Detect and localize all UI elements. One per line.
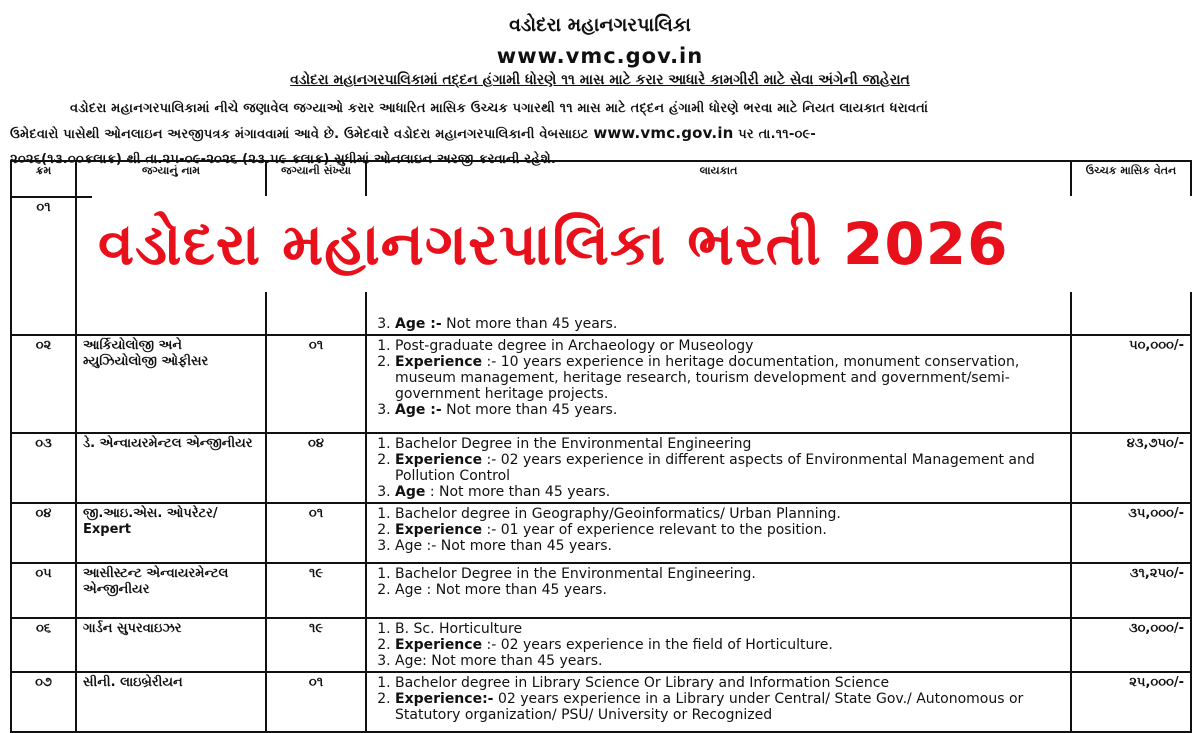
qualification-label: Age bbox=[395, 484, 426, 500]
salary: ૪૩,૭૫૦/- bbox=[1071, 433, 1191, 503]
qualification-label: Experience:- bbox=[395, 691, 494, 707]
col-header-salary: ઉચ્ચક માસિક વેતન bbox=[1071, 161, 1191, 197]
qualification-text: : Not more than 45 years. bbox=[429, 484, 611, 500]
title-banner bbox=[92, 196, 1192, 292]
table-row bbox=[11, 672, 1191, 732]
qualification-text: Post-graduate degree in Archaeology or Museology bbox=[395, 338, 754, 354]
banner-title: વડોદરા મહાનગરપાલિકા ભરતી 2026 bbox=[98, 210, 1009, 278]
salary: ૩૧,૨૫૦/- bbox=[1071, 563, 1191, 618]
post-count: ૦૧ bbox=[266, 335, 366, 433]
qualification-list bbox=[373, 506, 1064, 554]
table-header-row bbox=[11, 161, 1191, 197]
qualification-label: Age :- bbox=[395, 402, 442, 418]
salary: ૩૦,૦૦૦/- bbox=[1071, 618, 1191, 672]
website: www.vmc.gov.in bbox=[496, 44, 704, 68]
qualification-list bbox=[373, 566, 1064, 598]
row-number: ૦૭ bbox=[11, 672, 76, 732]
table-row bbox=[11, 618, 1191, 672]
qualification-label: Experience bbox=[395, 637, 483, 653]
col-header-qualification: લાયકાત bbox=[366, 161, 1071, 197]
qualification-item bbox=[395, 582, 1064, 598]
qualification-item bbox=[395, 338, 1064, 354]
post-name: સીની. લાઇબ્રેરીયન bbox=[76, 672, 266, 732]
salary: ૫૦,૦૦૦/- bbox=[1071, 335, 1191, 433]
intro-website: www.vmc.gov.in bbox=[593, 124, 734, 142]
row-number: ૦૬ bbox=[11, 618, 76, 672]
qualification-label: Experience bbox=[395, 522, 483, 538]
qualification-text: B. Sc. Horticulture bbox=[395, 621, 523, 637]
qualification-text: Age : Not more than 45 years. bbox=[395, 582, 607, 598]
salary: ૨૫,૦૦૦/- bbox=[1071, 672, 1191, 732]
qualification-text: Bachelor Degree in the Environmental Engineering. bbox=[395, 566, 756, 582]
col-header-no: ક્રમ bbox=[11, 161, 76, 197]
qualification-item bbox=[395, 538, 1064, 554]
qualification-item bbox=[395, 506, 1064, 522]
qualification-item bbox=[395, 452, 1064, 484]
table-row bbox=[11, 433, 1191, 503]
row-number: ૦૪ bbox=[11, 503, 76, 563]
post-name: જી.આઇ.એસ. ઓપરેટર/ Expert bbox=[76, 503, 266, 563]
qualification-item bbox=[395, 621, 1064, 637]
post-count: ૦૧ bbox=[266, 672, 366, 732]
qualification-label: Age :- bbox=[395, 316, 442, 332]
qualification-cell bbox=[366, 563, 1071, 618]
qualification-label: Experience bbox=[395, 354, 483, 370]
qualification-text: :- 02 years experience in different aspects of Environmental Management and Pollution Control bbox=[395, 452, 1035, 484]
qualification-text: :- 10 years experience in heritage documentation, monument conservation, museum management, heritage research, tourism development and government/semi-government heritage projects. bbox=[395, 354, 1020, 402]
notice-header bbox=[0, 0, 1200, 94]
qualification-cell bbox=[366, 335, 1071, 433]
post-name: ડે. એન્વાયરમેન્ટલ એન્જીનીયર bbox=[76, 433, 266, 503]
intro-line-1: વડોદરા મહાનગરપાલિકામાં નીચે જણાવેલ જગ્યાઓ કરાર આધારિત માસિક ઉચ્ચક પગારથી ૧૧ માસ માટે તદ્દન હંગામી ધોરણે ભરવા માટે નિયત લાયકાત ધરાવતાં bbox=[70, 101, 929, 116]
qualification-list bbox=[373, 436, 1064, 500]
row-number: ૦૨ bbox=[11, 335, 76, 433]
qualification-item bbox=[395, 637, 1064, 653]
post-count: ૧૯ bbox=[266, 563, 366, 618]
post-name: આર્કિયોલોજી અને મ્યુઝિયોલોજી ઓફીસર bbox=[76, 335, 266, 433]
qualification-item bbox=[395, 402, 1064, 418]
qualification-item bbox=[395, 653, 1064, 669]
qualification-item bbox=[395, 675, 1064, 691]
qualification-text: Not more than 45 years. bbox=[446, 402, 618, 418]
salary: ૩૫,૦૦૦/- bbox=[1071, 503, 1191, 563]
intro-line-3: ૨૦૨૬(૧૩.૦૦કલાક) થી તા.૨૫-૦૯-૨૦૨૬ (૨૩.૫૯ કલાક) સુધીમાં ઓનલાઇન અરજી કરવાની રહેશે. bbox=[10, 152, 557, 167]
qualification-item bbox=[395, 436, 1064, 452]
qualification-label: Experience bbox=[395, 452, 483, 468]
qualification-text: Age: Not more than 45 years. bbox=[395, 653, 603, 669]
col-header-post: જગ્યાનું નામ bbox=[76, 161, 266, 197]
post-name: ગાર્ડન સુપરવાઇઝર bbox=[76, 618, 266, 672]
qualification-cell bbox=[366, 672, 1071, 732]
qualification-item bbox=[395, 691, 1064, 723]
qualification-text: Not more than 45 years. bbox=[446, 316, 618, 332]
qualification-text: Bachelor degree in Geography/Geoinformatics/ Urban Planning. bbox=[395, 506, 841, 522]
qualification-list bbox=[373, 621, 1064, 669]
org-name: વડોદરા મહાનગરપાલિકા bbox=[509, 14, 691, 36]
intro-line-2c: પર તા.૧૧-૦૯- bbox=[738, 127, 816, 142]
row-number: ૦૩ bbox=[11, 433, 76, 503]
table-row bbox=[11, 563, 1191, 618]
qualification-text: :- 02 years experience in the field of Horticulture. bbox=[486, 637, 833, 653]
qualification-text: :- 01 year of experience relevant to the position. bbox=[486, 522, 827, 538]
col-header-count: જગ્યાની સંખ્યા bbox=[266, 161, 366, 197]
qualification-list bbox=[373, 338, 1064, 418]
post-count: ૧૯ bbox=[266, 618, 366, 672]
post-count: ૦૪ bbox=[266, 433, 366, 503]
table-row bbox=[11, 503, 1191, 563]
qualification-item bbox=[395, 522, 1064, 538]
notice-subtitle: વડોદરા મહાનગરપાલિકામાં તદ્દન હંગામી ધોરણે ૧૧ માસ માટે કરાર આધારે કામગીરી માટે સેવા અંગેની જાહેરાત bbox=[290, 72, 910, 88]
qualification-item bbox=[395, 316, 1064, 332]
qualification-cell bbox=[366, 618, 1071, 672]
qualification-text: Bachelor degree in Library Science Or Library and Information Science bbox=[395, 675, 890, 691]
post-count: ૦૧ bbox=[266, 503, 366, 563]
qualification-item bbox=[395, 354, 1064, 402]
qualification-text: Bachelor Degree in the Environmental Engineering bbox=[395, 436, 752, 452]
intro-line-2a: ઉમેદવારો પાસેથી ઓનલાઇન અરજીપત્રક મંગાવવામાં આવે છે. ઉમેદવારે વડોદરા મહાનગરપાલિકાની વેબસાઇટ bbox=[10, 127, 589, 142]
intro-line-2 bbox=[10, 121, 1172, 147]
qualification-item bbox=[395, 566, 1064, 582]
post-name: આસીસ્ટન્ટ એન્વાયરમેન્ટલ એન્જીનીયર bbox=[76, 563, 266, 618]
qualification-list bbox=[373, 675, 1064, 723]
qualification-text: Age :- Not more than 45 years. bbox=[395, 538, 612, 554]
table-row bbox=[11, 335, 1191, 433]
row-number: ૦૧ bbox=[11, 197, 76, 335]
row-number: ૦૫ bbox=[11, 563, 76, 618]
qualification-text: 02 years experience in a Library under Central/ State Gov./ Autonomous or Statutory organization/ PSU/ University or Recognized bbox=[395, 691, 1024, 723]
qualification-cell bbox=[366, 433, 1071, 503]
qualification-cell bbox=[366, 503, 1071, 563]
qualification-item bbox=[395, 484, 1064, 500]
